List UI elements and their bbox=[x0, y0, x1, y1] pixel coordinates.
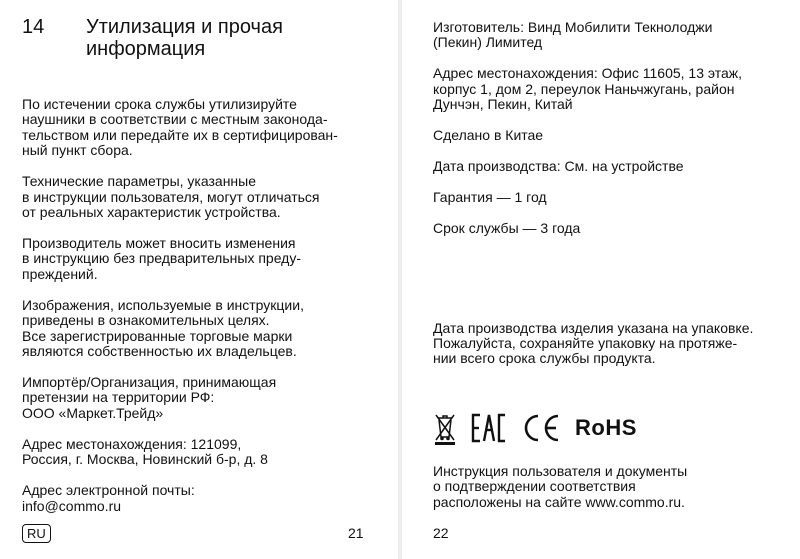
weee-bin-icon bbox=[433, 411, 457, 445]
paragraph-service-life: Срок службы — 3 года bbox=[433, 220, 581, 237]
paragraph-made-in: Сделано в Китае bbox=[433, 127, 544, 144]
certification-marks bbox=[433, 410, 637, 446]
left-page bbox=[0, 0, 398, 559]
paragraph-specs: Технические параметры, указанные в инструкции пользователя, могут отличаться от реальных характеристик устройства. bbox=[22, 173, 320, 221]
chapter-number: 14 bbox=[22, 16, 45, 38]
paragraph-disposal: По истечении срока службы утилизируйте наушники в соответствии с местным законода- тельством или передайте их в сертифицирован- ный пункт сбора. bbox=[22, 96, 338, 159]
paragraph-manufacturer-address: Адрес местонахождения: Офис 11605, 13 этаж, корпус 1, дом 2, переулок Наньчжугань, район Дунчэн, Пекин, Китай bbox=[433, 65, 743, 113]
paragraph-manufacturer: Изготовитель: Винд Мобилити Текнолоджи (Пекин) Лимитед bbox=[433, 19, 713, 51]
right-page bbox=[402, 0, 800, 559]
paragraph-importer-address: Адрес местонахождения: 121099, Россия, г. Москва, Новинский б-р, д. 8 bbox=[22, 435, 268, 468]
paragraph-images: Изображения, используемые в инструкции, приведены в ознакомительных целях. Все зарегистрированные торговые марки являются собственностью их владельцев. bbox=[22, 296, 304, 360]
paragraph-email: Адрес электронной почты: info@commo.ru bbox=[22, 482, 195, 514]
left-body bbox=[22, 97, 372, 514]
paragraph-docs-site: Инструкция пользователя и документы о подтверждении соответствия расположены на сайте www.commo.ru. bbox=[433, 463, 688, 510]
chapter-title: Утилизация и прочая информация bbox=[86, 16, 283, 60]
page-number-left: 21 bbox=[348, 525, 364, 541]
page-number-right: 22 bbox=[433, 525, 449, 541]
ce-mark-icon bbox=[521, 413, 561, 443]
paragraph-changes: Производитель может вносить изменения в инструкцию без предварительных преду- преждений. bbox=[22, 235, 302, 282]
paragraph-importer: Импортёр/Организация, принимающая претензии на территории РФ: ООО «Маркет.Трейд» bbox=[22, 374, 277, 421]
eac-mark-icon bbox=[471, 413, 507, 443]
language-badge: RU bbox=[22, 524, 51, 543]
right-footer-body bbox=[433, 464, 778, 510]
paragraph-production-date: Дата производства: См. на устройстве bbox=[433, 158, 684, 175]
paragraph-warranty: Гарантия — 1 год bbox=[433, 189, 547, 206]
paragraph-packaging: Дата производства изделия указана на упаковке. Пожалуйста, сохраняйте упаковку на протяже- нии всего срока службы продукта. bbox=[433, 319, 754, 367]
right-body bbox=[433, 20, 778, 367]
rohs-mark: RoHS bbox=[575, 415, 637, 440]
